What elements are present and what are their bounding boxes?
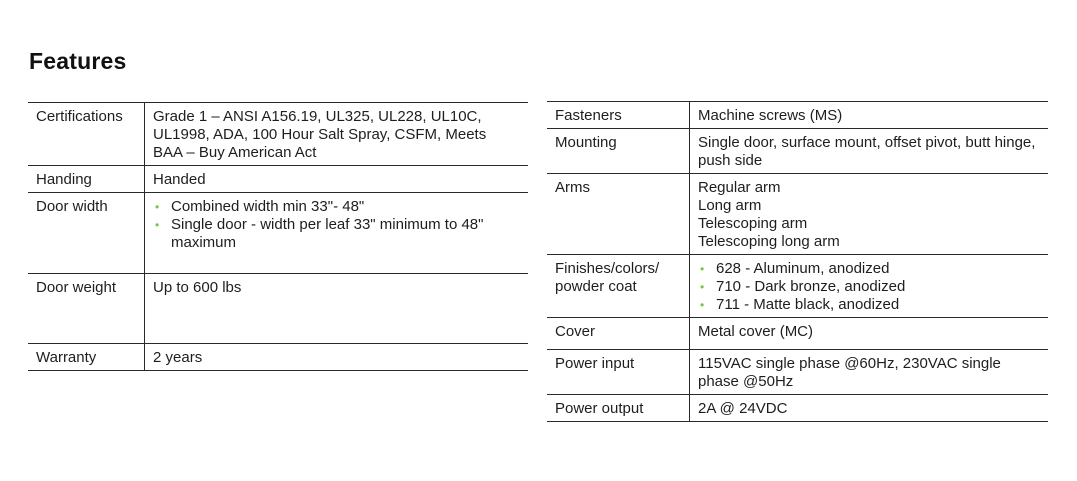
features-table-left bbox=[28, 102, 528, 371]
row-value-finishes bbox=[690, 255, 1049, 318]
list-item-text: 710 - Dark bronze, anodized bbox=[716, 278, 906, 295]
list-item: Long arm bbox=[698, 197, 762, 214]
bullet-icon: • bbox=[700, 298, 705, 312]
row-value-certifications: Grade 1 – ANSI A156.19, UL325, UL228, UL10C, UL1998, ADA, 100 Hour Salt Spray, CSFM, Meets BAA – Buy American Act bbox=[145, 103, 529, 166]
list-item bbox=[153, 216, 520, 252]
row-label-power-output: Power output bbox=[547, 395, 690, 422]
row-label-handing: Handing bbox=[28, 166, 145, 193]
row-value-arms bbox=[690, 174, 1049, 255]
table-row bbox=[28, 344, 528, 371]
list-item-text: 711 - Matte black, anodized bbox=[716, 296, 900, 313]
row-value-power-output: 2A @ 24VDC bbox=[690, 395, 1049, 422]
table-row bbox=[547, 255, 1048, 318]
list-item: Telescoping arm bbox=[698, 215, 808, 232]
row-label-arms: Arms bbox=[547, 174, 690, 255]
row-value-handing: Handed bbox=[145, 166, 529, 193]
row-value-mounting: Single door, surface mount, offset pivot, butt hinge, push side bbox=[690, 129, 1049, 174]
list-item bbox=[698, 260, 1040, 278]
table-row bbox=[547, 350, 1048, 395]
list-item bbox=[698, 296, 1040, 314]
row-label-finishes: Finishes/colors/ powder coat bbox=[547, 255, 690, 318]
list-item-text: 628 - Aluminum, anodized bbox=[716, 260, 890, 277]
table-row bbox=[28, 103, 528, 166]
row-label-power-input: Power input bbox=[547, 350, 690, 395]
table-row bbox=[547, 129, 1048, 174]
row-label-door-width: Door width bbox=[28, 193, 145, 274]
list-item bbox=[698, 278, 1040, 296]
table-row bbox=[28, 193, 528, 274]
row-value-cover: Metal cover (MC) bbox=[690, 318, 1049, 350]
bullet-icon: • bbox=[700, 280, 705, 294]
row-label-door-weight: Door weight bbox=[28, 274, 145, 344]
table-row bbox=[547, 395, 1048, 422]
bullet-icon: • bbox=[700, 262, 705, 276]
bullet-list bbox=[153, 198, 520, 252]
row-label-mounting: Mounting bbox=[547, 129, 690, 174]
table-row bbox=[547, 102, 1048, 129]
row-label-certifications: Certifications bbox=[28, 103, 145, 166]
list-item bbox=[153, 198, 520, 216]
table-row bbox=[28, 166, 528, 193]
row-value-door-width bbox=[145, 193, 529, 274]
row-label-cover: Cover bbox=[547, 318, 690, 350]
bullet-icon: • bbox=[155, 218, 160, 232]
features-table-right bbox=[547, 101, 1048, 422]
table-row bbox=[28, 274, 528, 344]
list-item: Telescoping long arm bbox=[698, 233, 840, 250]
table-row bbox=[547, 174, 1048, 255]
row-value-power-input: 115VAC single phase @60Hz, 230VAC single phase @50Hz bbox=[690, 350, 1049, 395]
row-value-fasteners: Machine screws (MS) bbox=[690, 102, 1049, 129]
list-item: Regular arm bbox=[698, 179, 781, 196]
table-row bbox=[547, 318, 1048, 350]
row-label-warranty: Warranty bbox=[28, 344, 145, 371]
list-item-text: Combined width min 33"- 48" bbox=[171, 198, 365, 215]
row-label-fasteners: Fasteners bbox=[547, 102, 690, 129]
row-value-door-weight: Up to 600 lbs bbox=[145, 274, 529, 344]
list-item-text: Single door - width per leaf 33" minimum to 48" maximum bbox=[171, 216, 484, 251]
page-title: Features bbox=[29, 48, 127, 74]
bullet-icon: • bbox=[155, 200, 160, 214]
bullet-list bbox=[698, 260, 1040, 314]
row-value-warranty: 2 years bbox=[145, 344, 529, 371]
